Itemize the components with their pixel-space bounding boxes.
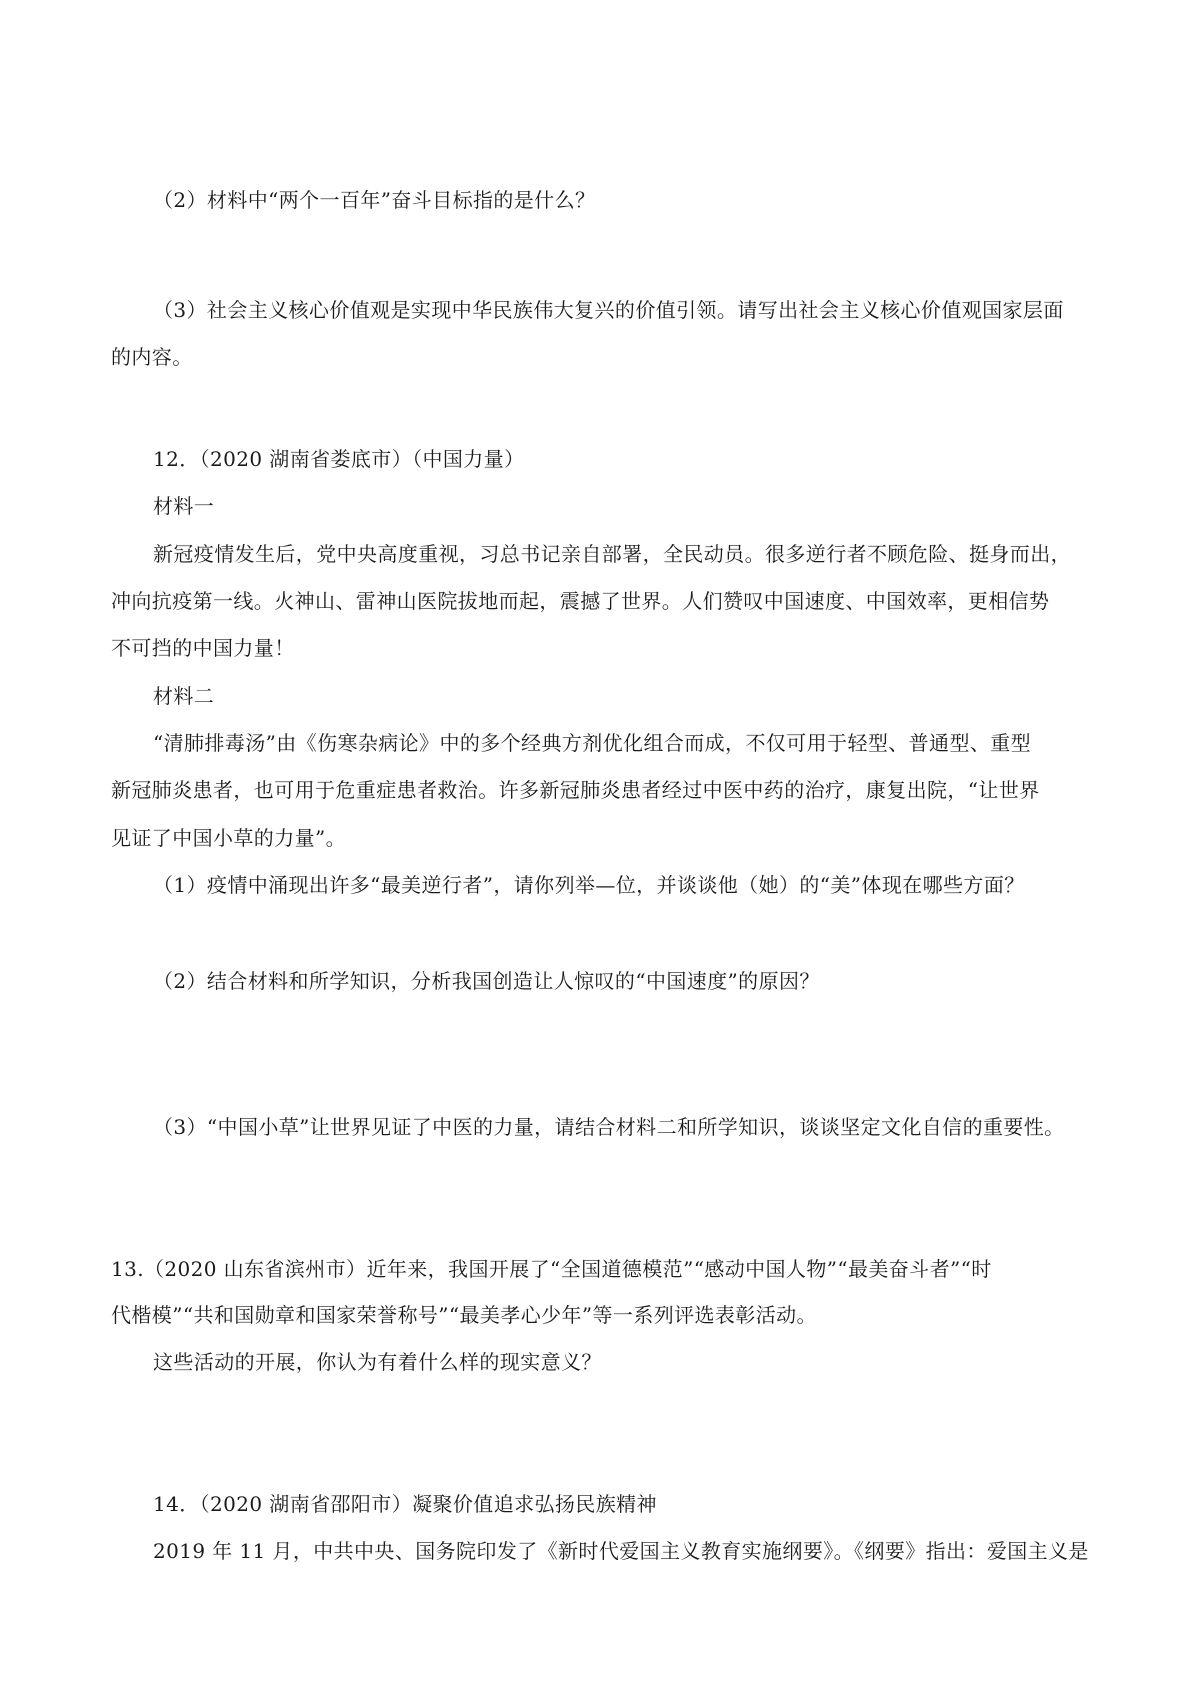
q12-material1-line2: 冲向抗疫第一线。火神山、雷神山医院拔地而起，震撼了世界。人们赞叹中国速度、中国效率，更相信势 xyxy=(111,589,1050,613)
q12-material2-line3: 见证了中国小草的力量”。 xyxy=(111,826,347,850)
q11-part2: （2）材料中“两个一百年”奋斗目标指的是什么？ xyxy=(153,188,596,212)
q14-header: 14．（2020 湖南省邵阳市）凝聚价值追求弘扬民族精神 xyxy=(153,1492,657,1516)
q12-part2: （2）结合材料和所学知识，分析我国创造让人惊叹的“中国速度”的原因？ xyxy=(153,969,820,993)
q12-material1-title: 材料一 xyxy=(153,494,215,518)
q13-question: 这些活动的开展，你认为有着什么样的现实意义？ xyxy=(153,1350,602,1374)
q12-material1-line1: 新冠疫情发生后，党中央高度重视，习总书记亲自部署，全民动员。很多逆行者不顾危险、挺身而出， xyxy=(153,542,1071,566)
q11-part3-line2: 的内容。 xyxy=(111,345,193,369)
q12-material2-title: 材料二 xyxy=(153,684,215,708)
q12-material1-line3: 不可挡的中国力量！ xyxy=(111,636,295,660)
q14-line1: 2019 年 11 月，中共中央、国务院印发了《新时代爱国主义教育实施纲要》。《纲要》指出：爱国主义是 xyxy=(153,1539,1089,1563)
q12-part3: （3）“中国小草”让世界见证了中医的力量，请结合材料二和所学知识，谈谈坚定文化自信的重要性。 xyxy=(153,1115,1065,1139)
q12-part1: （1）疫情中涌现出许多“最美逆行者”，请你列举—位，并谈谈他（她）的“美”体现在哪些方面？ xyxy=(153,873,1025,897)
q12-header: 12．（2020 湖南省娄底市）（中国力量） xyxy=(153,447,525,471)
q12-material2-line2: 新冠肺炎患者，也可用于危重症患者救治。许多新冠肺炎患者经过中医中药的治疗，康复出院，“让世界 xyxy=(111,778,1040,802)
q13-line2: 代楷模”“共和国勋章和国家荣誉称号”“最美孝心少年”等一系列评选表彰活动。 xyxy=(111,1303,817,1327)
q12-material2-line1: “清肺排毒汤”由《伤寒杂病论》中的多个经典方剂优化组合而成，不仅可用于轻型、普通型、重型 xyxy=(153,731,1032,755)
q11-part3-line1: （3）社会主义核心价值观是实现中华民族伟大复兴的价值引领。请写出社会主义核心价值观国家层面 xyxy=(153,298,1064,322)
q13-line1: 13.（2020 山东省滨州市）近年来，我国开展了“全国道德模范”“感动中国人物”“最美奋斗者”“时 xyxy=(111,1257,992,1281)
